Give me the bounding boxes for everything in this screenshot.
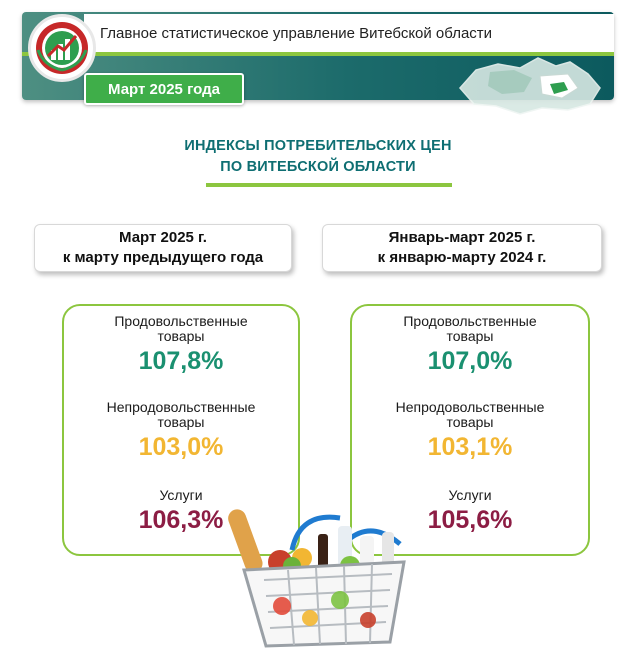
food-label-line-2: товары [157, 328, 205, 344]
food-label-line-1: Продовольственные [114, 313, 248, 329]
food-index-right [352, 314, 588, 376]
title-line-1: ИНДЕКСЫ ПОТРЕБИТЕЛЬСКИХ ЦЕН [184, 138, 452, 154]
services-value: 105,6% [427, 506, 513, 534]
services-label: Услуги [159, 487, 203, 503]
grocery-basket-icon [222, 500, 422, 650]
nonfood-index-left [64, 400, 298, 462]
food-value: 107,0% [427, 347, 513, 375]
food-index-left [64, 314, 298, 376]
region-map-icon [450, 48, 610, 120]
nonfood-index-right [352, 400, 588, 462]
belstat-emblem-icon [28, 14, 96, 82]
nonfood-label-line-2: товары [157, 414, 205, 430]
nonfood-value: 103,0% [138, 433, 224, 461]
header-title-bar [84, 14, 614, 52]
services-value: 106,3% [138, 506, 224, 534]
period-heading-left-line-1: Март 2025 г. [119, 229, 207, 246]
services-label: Услуги [448, 487, 492, 503]
page-title [0, 136, 636, 178]
period-heading-right-line-1: Январь-март 2025 г. [388, 229, 536, 246]
period-heading-left [34, 224, 292, 272]
food-value: 107,8% [138, 347, 224, 375]
period-heading-right-line-2: к январю-марту 2024 г. [377, 249, 547, 266]
organization-name: Главное статистическое управление Витебской области [100, 24, 493, 42]
period-heading-right [322, 224, 602, 272]
nonfood-value: 103,1% [427, 433, 513, 461]
title-line-2: ПО ВИТЕБСКОЙ ОБЛАСТИ [220, 159, 416, 175]
food-label-line-2: товары [446, 328, 494, 344]
title-underline [206, 183, 452, 187]
nonfood-label-line-1: Непродовольственные [395, 399, 545, 415]
nonfood-label-line-2: товары [446, 414, 494, 430]
nonfood-label-line-1: Непродовольственные [106, 399, 256, 415]
food-label-line-1: Продовольственные [403, 313, 537, 329]
period-badge: Март 2025 года [84, 73, 244, 105]
period-heading-left-line-2: к марту предыдущего года [62, 249, 264, 266]
